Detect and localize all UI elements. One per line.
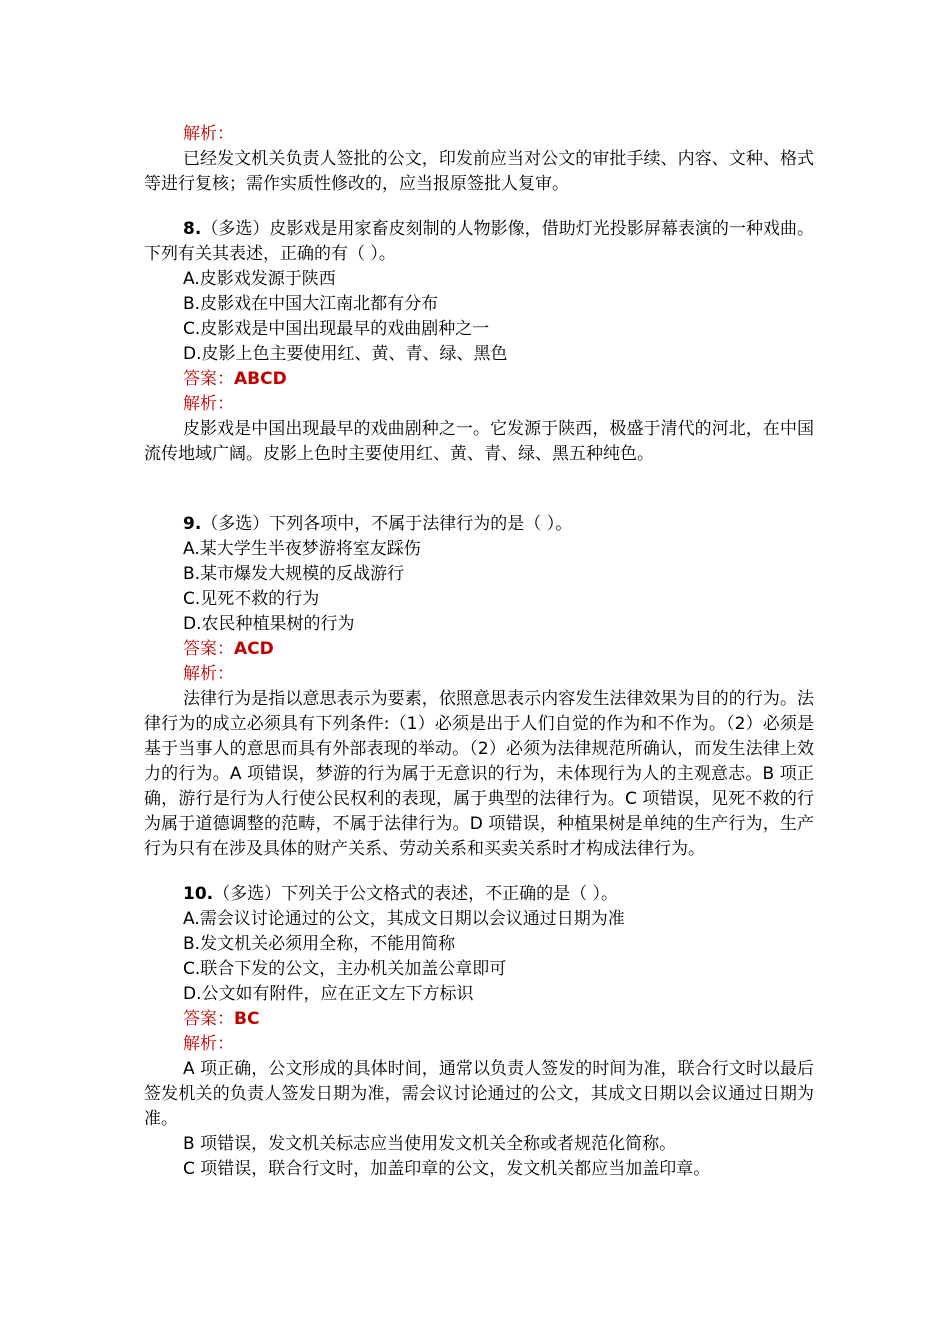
q10-option-b: B.发文机关必须用全称，不能用简称 xyxy=(183,934,456,954)
q10-stem: （多选）下列关于公文格式的表述，不正确的是（ ）。 xyxy=(213,884,619,904)
q10-analysis-c: C 项错误，联合行文时，加盖印章的公文，发文机关都应当加盖印章。 xyxy=(183,1159,711,1179)
q9-option-d: D.农民种植果树的行为 xyxy=(183,614,355,634)
q8-number: 8. xyxy=(183,219,202,239)
q10-question xyxy=(144,882,814,907)
q10-answer xyxy=(144,1007,814,1032)
q10-option-a: A.需会议讨论通过的公文，其成文日期以会议通过日期为准 xyxy=(183,909,625,929)
q8-question xyxy=(144,217,814,267)
q10-option-d: D.公文如有附件，应在正文左下方标识 xyxy=(183,984,474,1004)
q8-stem: （多选）皮影戏是用家畜皮刻制的人物影像，借助灯光投影屏幕表演的一种戏曲。下列有关其表述，正确的有（ ）。 xyxy=(144,219,814,264)
q9-analysis-text: 法律行为是指以意思表示为要素，依照意思表示内容发生法律效果为目的的行为。法律行为的成立必须具有下列条件:（1）必须是出于人们自觉的作为和不作为。（2）必须是基于当事人的意思而具有外部表现的举动。（2）必须为法律规范所确认，而发生法律上效力的行为。A 项错误，梦游的行为属于无意识的行为，未体现行为人的主观意志。B 项正确，游行是行为人行使公民权利的表现，属于典型的法律行为。C 项错误，见死不救的行为属于道德调整的范畴，不属于法律行为。D 项错误，种植果树是单纯的生产行为，生产行为只有在涉及具体的财产关系、劳动关系和买卖关系时才构成法律行为。 xyxy=(144,689,814,859)
q7-analysis-text: 已经发文机关负责人签批的公文，印发前应当对公文的审批手续、内容、文种、格式等进行复核；需作实质性修改的，应当报原签批人复审。 xyxy=(144,149,814,194)
q9-option-a: A.某大学生半夜梦游将室友踩伤 xyxy=(183,539,421,559)
q9-analysis-label: 解析： xyxy=(183,664,234,684)
q8-option-c: C.皮影戏是中国出现最早的戏曲剧种之一 xyxy=(183,319,490,339)
q7-analysis-label: 解析： xyxy=(183,124,234,144)
q9-answer xyxy=(144,637,814,662)
q8-answer xyxy=(144,367,814,392)
q10-analysis-label: 解析： xyxy=(183,1034,234,1054)
q10-answer-value: BC xyxy=(234,1009,260,1029)
q8-analysis-text: 皮影戏是中国出现最早的戏曲剧种之一。它发源于陕西，极盛于清代的河北，在中国流传地域广阔。皮影上色时主要使用红、黄、青、绿、黑五种纯色。 xyxy=(144,419,814,464)
q9-question xyxy=(144,512,814,537)
q8-analysis-label: 解析： xyxy=(183,394,234,414)
q10-analysis-a: A 项正确，公文形成的具体时间，通常以负责人签发的时间为准，联合行文时以最后签发机关的负责人签发日期为准，需会议讨论通过的公文，其成文日期以会议通过日期为准。 xyxy=(144,1059,814,1129)
q10-analysis-b: B 项错误，发文机关标志应当使用发文机关全称或者规范化简称。 xyxy=(183,1134,677,1154)
q9-number: 9. xyxy=(183,514,202,534)
q8-option-d: D.皮影上色主要使用红、黄、青、绿、黑色 xyxy=(183,344,508,364)
q9-option-c: C.见死不救的行为 xyxy=(183,589,320,609)
q9-option-b: B.某市爆发大规模的反战游行 xyxy=(183,564,405,584)
document-body xyxy=(144,122,814,1182)
q8-option-b: B.皮影戏在中国大江南北都有分布 xyxy=(183,294,439,314)
q10-number: 10. xyxy=(183,884,214,904)
q8-answer-value: ABCD xyxy=(234,369,287,389)
q8-answer-label: 答案： xyxy=(183,369,234,389)
q10-option-c: C.联合下发的公文，主办机关加盖公章即可 xyxy=(183,959,507,979)
q9-answer-label: 答案： xyxy=(183,639,234,659)
q10-answer-label: 答案： xyxy=(183,1009,234,1029)
q9-answer-value: ACD xyxy=(234,639,274,659)
q9-stem: （多选）下列各项中，不属于法律行为的是（ ）。 xyxy=(201,514,573,534)
q8-option-a: A.皮影戏发源于陕西 xyxy=(183,269,336,289)
